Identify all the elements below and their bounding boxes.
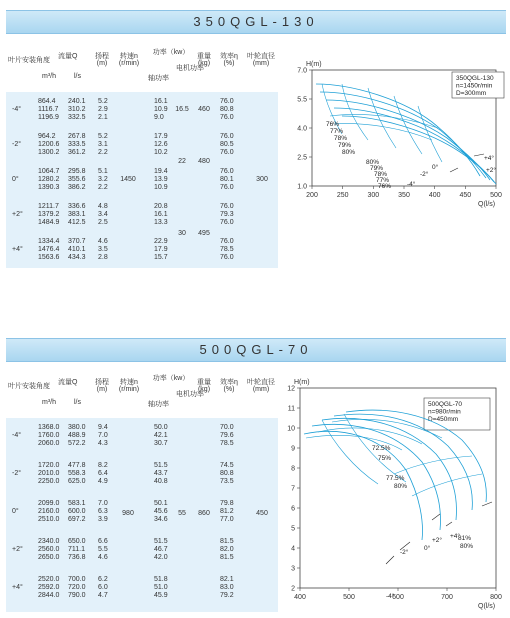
performance-table bbox=[6, 372, 278, 612]
header-weight: 重量 bbox=[197, 379, 211, 386]
cell-flow-m3h: 1379.2 bbox=[38, 211, 60, 219]
cell-efficiency: 78.5 bbox=[220, 246, 234, 254]
cell-shaft-power: 17.9 bbox=[154, 133, 168, 140]
cell-head: 2.2 bbox=[98, 184, 108, 192]
table-body bbox=[6, 92, 278, 268]
x-tick-label: 500 bbox=[490, 192, 502, 199]
header-flow-unit-m3h: m³/h bbox=[42, 73, 56, 80]
header-speed: 转速n bbox=[120, 53, 138, 60]
y-tick-label: 12 bbox=[287, 385, 295, 393]
cell-flow-ls: 625.0 bbox=[68, 478, 86, 486]
cell-head: 6.4 bbox=[98, 470, 108, 478]
cell-head: 3.1 bbox=[98, 141, 108, 149]
cell-head: 2.9 bbox=[98, 106, 108, 114]
cell-flow-m3h: 1563.6 bbox=[38, 254, 60, 262]
header-speed: 转速n bbox=[120, 379, 138, 386]
cell-head: 7.0 bbox=[98, 500, 108, 507]
header-flow-unit-ls: l/s bbox=[74, 73, 81, 80]
efficiency-label: 77% bbox=[376, 177, 390, 184]
header-motor-power: 电机功率 bbox=[176, 65, 204, 72]
efficiency-label: 80% bbox=[460, 543, 474, 550]
x-tick-label: 400 bbox=[294, 594, 306, 601]
x-tick-label: 250 bbox=[336, 192, 349, 199]
cell-impeller-dia: 300 bbox=[256, 176, 268, 183]
table-body bbox=[6, 418, 278, 612]
cell-flow-ls: 720.0 bbox=[68, 584, 86, 592]
cell-flow-ls: 600.0 bbox=[68, 508, 86, 516]
cell-efficiency: 76.0 bbox=[220, 238, 234, 245]
x-tick-label: 700 bbox=[441, 594, 453, 601]
cell-flow-m3h: 2520.0 bbox=[38, 576, 60, 583]
header-head: 扬程 bbox=[95, 379, 109, 386]
cell-flow-ls: 386.2 bbox=[68, 184, 86, 192]
cell-efficiency: 74.5 bbox=[220, 462, 234, 469]
cell-flow-m3h: 1390.3 bbox=[38, 184, 60, 192]
cell-head: 8.2 bbox=[98, 462, 108, 469]
cell-flow-m3h: 1484.9 bbox=[38, 219, 60, 227]
cell-flow-ls: 295.8 bbox=[68, 168, 86, 175]
info-line: 500QGL-70 bbox=[428, 401, 462, 408]
cell-flow-ls: 267.8 bbox=[68, 133, 86, 140]
x-tick-label: 450 bbox=[459, 192, 472, 199]
header-efficiency: 效率η bbox=[220, 379, 238, 386]
cell-flow-ls: 697.2 bbox=[68, 516, 86, 524]
x-tick-label: 200 bbox=[306, 192, 318, 199]
header-angle: 叶片安装角度 bbox=[8, 57, 50, 64]
cell-efficiency: 76.0 bbox=[220, 114, 234, 122]
header-flow: 流量Q bbox=[58, 53, 78, 60]
info-line: n=1450r/min bbox=[456, 82, 493, 90]
header-shaft-power: 轴功率 bbox=[148, 75, 169, 82]
cell-shaft-power: 50.1 bbox=[154, 500, 168, 507]
cell-flow-ls: 410.1 bbox=[68, 246, 86, 254]
cell-shaft-power: 42.1 bbox=[154, 432, 168, 440]
cell-flow-ls: 332.5 bbox=[68, 114, 86, 122]
cell-flow-m3h: 2560.0 bbox=[38, 546, 60, 554]
cell-efficiency: 76.0 bbox=[220, 168, 234, 175]
y-tick-label: 5.5 bbox=[297, 96, 307, 104]
pump-section-350qgl-130 bbox=[0, 0, 510, 300]
header-weight-unit: (kg) bbox=[197, 60, 211, 67]
header-speed-unit: (r/min) bbox=[118, 386, 140, 393]
efficiency-label: 78% bbox=[334, 135, 348, 142]
header-weight: 重量 bbox=[197, 53, 211, 60]
x-tick-label: 500 bbox=[343, 594, 355, 601]
x-tick-label: 350 bbox=[398, 192, 410, 199]
y-tick-label: 11 bbox=[287, 405, 295, 413]
cell-shaft-power: 10.9 bbox=[154, 106, 168, 114]
cell-efficiency: 76.0 bbox=[220, 203, 234, 210]
header-flow-unit-ls: l/s bbox=[74, 399, 81, 406]
cell-flow-ls: 370.7 bbox=[68, 238, 86, 245]
cell-shaft-power: 50.0 bbox=[154, 424, 168, 431]
cell-head: 5.5 bbox=[98, 546, 108, 554]
cell-motor-power: 30 bbox=[178, 230, 186, 237]
cell-shaft-power: 51.5 bbox=[154, 538, 168, 545]
header-impeller-dia-unit: (mm) bbox=[252, 60, 270, 67]
cell-flow-m3h: 2060.0 bbox=[38, 440, 60, 448]
performance-table bbox=[6, 46, 278, 268]
header-power: 功率（kw） bbox=[152, 49, 190, 56]
cell-flow-ls: 736.8 bbox=[68, 554, 86, 562]
cell-head: 9.4 bbox=[98, 424, 108, 431]
header-motor-power: 电机功率 bbox=[176, 391, 204, 398]
angle-label: -2° bbox=[400, 549, 409, 556]
pump-section-500qgl-70 bbox=[0, 330, 510, 618]
cell-head: 4.6 bbox=[98, 238, 108, 245]
angle-label: -2° bbox=[12, 470, 22, 478]
cell-head: 2.1 bbox=[98, 114, 108, 122]
cell-flow-ls: 380.0 bbox=[68, 424, 86, 431]
cell-efficiency: 82.1 bbox=[220, 576, 234, 583]
cell-head: 4.6 bbox=[98, 554, 108, 562]
header-flow: 流量Q bbox=[58, 379, 78, 386]
x-tick-label: 600 bbox=[392, 594, 404, 601]
cell-shaft-power: 20.8 bbox=[154, 203, 168, 210]
cell-flow-ls: 336.6 bbox=[68, 203, 86, 210]
cell-efficiency: 80.8 bbox=[220, 470, 234, 478]
cell-efficiency: 81.5 bbox=[220, 554, 234, 562]
cell-flow-m3h: 1720.0 bbox=[38, 462, 60, 469]
cell-flow-ls: 240.1 bbox=[68, 98, 86, 105]
cell-efficiency: 79.6 bbox=[220, 432, 234, 440]
y-tick-label: 3 bbox=[291, 565, 295, 573]
section-title: 500QGL-70 bbox=[199, 342, 313, 357]
y-tick-label: 1.0 bbox=[297, 183, 307, 191]
section-title-band bbox=[6, 10, 506, 34]
cell-flow-m3h: 1064.7 bbox=[38, 168, 60, 175]
cell-flow-m3h: 1200.6 bbox=[38, 141, 60, 149]
header-flow-unit-m3h: m³/h bbox=[42, 399, 56, 406]
efficiency-label: 72.5% bbox=[372, 445, 391, 452]
x-tick-label: 400 bbox=[428, 192, 441, 199]
efficiency-label: 80% bbox=[366, 159, 380, 166]
section-title-band bbox=[6, 338, 506, 362]
cell-head: 6.2 bbox=[98, 576, 108, 583]
performance-chart bbox=[282, 374, 508, 614]
cell-flow-ls: 711.1 bbox=[68, 546, 85, 554]
header-speed-unit: (r/min) bbox=[118, 60, 140, 67]
angle-label: -4° bbox=[386, 593, 395, 600]
cell-motor-power: 55 bbox=[178, 510, 186, 517]
cell-flow-m3h: 2510.0 bbox=[38, 516, 60, 524]
info-line: D=300mm bbox=[456, 90, 487, 97]
angle-label: +4° bbox=[12, 584, 23, 592]
cell-flow-m3h: 2099.0 bbox=[38, 500, 60, 507]
angle-label: -2° bbox=[12, 141, 22, 149]
header-impeller-dia: 叶轮直径 bbox=[247, 53, 275, 60]
cell-flow-m3h: 2592.0 bbox=[38, 584, 60, 592]
cell-efficiency: 78.5 bbox=[220, 440, 234, 448]
cell-flow-m3h: 2844.0 bbox=[38, 592, 60, 600]
cell-head: 3.4 bbox=[98, 211, 108, 219]
x-tick-label: 800 bbox=[490, 594, 502, 601]
cell-flow-ls: 412.5 bbox=[68, 219, 86, 227]
cell-efficiency: 76.0 bbox=[220, 133, 234, 140]
cell-flow-m3h: 2010.0 bbox=[38, 470, 60, 478]
cell-motor-power: 22 bbox=[178, 158, 186, 165]
cell-shaft-power: 43.7 bbox=[154, 470, 168, 478]
angle-label: -4° bbox=[407, 181, 416, 188]
y-tick-label: 4 bbox=[291, 545, 295, 553]
efficiency-label: 81% bbox=[458, 535, 472, 542]
cell-shaft-power: 15.7 bbox=[154, 254, 168, 262]
cell-flow-ls: 488.9 bbox=[68, 432, 86, 440]
efficiency-label: 77% bbox=[330, 128, 344, 135]
cell-speed: 980 bbox=[122, 510, 134, 517]
cell-shaft-power: 13.3 bbox=[154, 219, 168, 227]
cell-head: 2.8 bbox=[98, 254, 108, 262]
cell-motor-power: 16.5 bbox=[175, 106, 189, 113]
cell-flow-m3h: 2250.0 bbox=[38, 478, 60, 486]
header-efficiency: 效率η bbox=[220, 53, 238, 60]
cell-efficiency: 76.0 bbox=[220, 184, 234, 192]
cell-flow-ls: 790.0 bbox=[68, 592, 86, 600]
performance-chart-svg bbox=[282, 374, 508, 614]
y-tick-label: 2.5 bbox=[297, 154, 307, 162]
cell-head: 5.2 bbox=[98, 133, 108, 140]
cell-efficiency: 80.5 bbox=[220, 141, 234, 149]
cell-flow-m3h: 1334.4 bbox=[38, 238, 60, 245]
cell-efficiency: 76.0 bbox=[220, 98, 234, 105]
cell-flow-ls: 383.1 bbox=[68, 211, 86, 219]
cell-efficiency: 79.3 bbox=[220, 211, 234, 219]
cell-head: 4.8 bbox=[98, 203, 108, 210]
angle-label: +2° bbox=[12, 546, 23, 554]
cell-flow-m3h: 2160.0 bbox=[38, 508, 60, 516]
cell-flow-ls: 355.6 bbox=[68, 176, 86, 184]
header-impeller-dia-unit: (mm) bbox=[252, 386, 270, 393]
cell-flow-m3h: 1211.7 bbox=[38, 203, 59, 210]
cell-flow-ls: 361.2 bbox=[68, 149, 86, 157]
y-tick-label: 2 bbox=[291, 585, 295, 593]
cell-flow-m3h: 1760.0 bbox=[38, 432, 60, 440]
cell-weight: 480 bbox=[198, 158, 210, 165]
cell-flow-m3h: 2650.0 bbox=[38, 554, 60, 562]
info-line: D=450mm bbox=[428, 416, 459, 423]
y-tick-label: 7.0 bbox=[297, 67, 307, 75]
info-line: n=980r/min bbox=[428, 408, 461, 416]
cell-efficiency: 81.2 bbox=[220, 508, 234, 516]
performance-chart bbox=[282, 44, 508, 214]
header-head: 扬程 bbox=[95, 53, 109, 60]
cell-flow-ls: 558.3 bbox=[68, 470, 86, 478]
y-axis-label: H(m) bbox=[306, 61, 322, 68]
cell-efficiency: 76.0 bbox=[220, 254, 234, 262]
angle-label: +4° bbox=[484, 155, 495, 162]
cell-efficiency: 80.8 bbox=[220, 106, 234, 114]
cell-flow-m3h: 1476.4 bbox=[38, 246, 60, 254]
cell-shaft-power: 45.6 bbox=[154, 508, 168, 516]
cell-efficiency: 76.0 bbox=[220, 219, 234, 227]
angle-label: +2° bbox=[486, 167, 497, 174]
cell-flow-m3h: 1116.7 bbox=[38, 106, 59, 114]
cell-head: 3.9 bbox=[98, 516, 108, 524]
cell-efficiency: 80.1 bbox=[220, 176, 234, 184]
cell-efficiency: 77.0 bbox=[220, 516, 234, 524]
cell-head: 5.1 bbox=[98, 168, 108, 175]
cell-shaft-power: 16.1 bbox=[154, 98, 168, 105]
y-tick-label: 7 bbox=[291, 485, 295, 493]
efficiency-label: 79% bbox=[338, 142, 352, 149]
cell-flow-ls: 583.1 bbox=[68, 500, 86, 507]
header-head-unit: (m) bbox=[96, 60, 108, 67]
cell-shaft-power: 10.9 bbox=[154, 184, 168, 192]
cell-head: 7.0 bbox=[98, 432, 108, 440]
cell-flow-m3h: 2340.0 bbox=[38, 538, 60, 545]
cell-head: 6.6 bbox=[98, 538, 108, 545]
cell-weight: 860 bbox=[198, 510, 210, 517]
efficiency-label: 77.5% bbox=[386, 475, 405, 482]
cell-impeller-dia: 450 bbox=[256, 510, 268, 517]
cell-flow-ls: 477.8 bbox=[68, 462, 86, 469]
cell-head: 6.0 bbox=[98, 584, 108, 592]
cell-flow-m3h: 964.2 bbox=[38, 133, 56, 140]
cell-shaft-power: 51.0 bbox=[154, 584, 168, 592]
cell-efficiency: 79.8 bbox=[220, 500, 234, 507]
header-power: 功率（kw） bbox=[152, 375, 190, 382]
x-axis-label: Q(l/s) bbox=[478, 603, 496, 610]
cell-flow-m3h: 1196.9 bbox=[38, 114, 59, 122]
cell-weight: 460 bbox=[198, 106, 210, 113]
cell-shaft-power: 45.9 bbox=[154, 592, 168, 600]
angle-label: +2° bbox=[12, 211, 23, 219]
y-tick-label: 6 bbox=[291, 505, 295, 513]
cell-head: 3.5 bbox=[98, 246, 108, 254]
cell-shaft-power: 9.0 bbox=[154, 114, 164, 122]
angle-label: +2° bbox=[432, 537, 443, 544]
cell-head: 2.2 bbox=[98, 149, 108, 157]
cell-shaft-power: 40.8 bbox=[154, 478, 168, 486]
header-weight-unit: (kg) bbox=[197, 386, 211, 393]
cell-shaft-power: 34.6 bbox=[154, 516, 168, 524]
efficiency-label: 76% bbox=[378, 183, 392, 190]
y-tick-label: 5 bbox=[291, 525, 295, 533]
cell-head: 6.3 bbox=[98, 508, 108, 516]
cell-flow-m3h: 864.4 bbox=[38, 98, 56, 105]
cell-head: 4.7 bbox=[98, 592, 108, 600]
cell-efficiency: 79.2 bbox=[220, 592, 234, 600]
section-title: 350QGL-130 bbox=[193, 14, 319, 29]
cell-head: 3.2 bbox=[98, 176, 108, 184]
cell-flow-ls: 650.0 bbox=[68, 538, 86, 545]
angle-label: -2° bbox=[420, 171, 429, 178]
angle-label: 0° bbox=[12, 176, 19, 184]
efficiency-label: 76% bbox=[326, 121, 340, 128]
angle-label: -4° bbox=[12, 432, 22, 440]
cell-shaft-power: 19.4 bbox=[154, 168, 168, 175]
cell-efficiency: 70.0 bbox=[220, 424, 234, 431]
angle-label: 0° bbox=[432, 164, 439, 171]
header-angle: 叶片安装角度 bbox=[8, 383, 50, 390]
performance-chart-svg bbox=[282, 44, 508, 214]
header-head-unit: (m) bbox=[96, 386, 108, 393]
efficiency-label: 75% bbox=[378, 455, 392, 462]
y-tick-label: 9 bbox=[291, 445, 295, 453]
cell-flow-ls: 333.5 bbox=[68, 141, 86, 149]
cell-head: 4.9 bbox=[98, 478, 108, 486]
cell-flow-ls: 434.3 bbox=[68, 254, 86, 262]
cell-flow-ls: 700.0 bbox=[68, 576, 86, 583]
efficiency-label: 80% bbox=[394, 483, 408, 490]
cell-flow-ls: 572.2 bbox=[68, 440, 86, 448]
header-impeller-dia: 叶轮直径 bbox=[247, 379, 275, 386]
cell-flow-m3h: 1280.2 bbox=[38, 176, 60, 184]
table-header bbox=[6, 372, 278, 418]
angle-label: 0° bbox=[12, 508, 19, 516]
cell-weight: 495 bbox=[198, 230, 210, 237]
header-efficiency-unit: (%) bbox=[223, 60, 235, 67]
angle-label: 0° bbox=[424, 545, 431, 552]
y-tick-label: 8 bbox=[291, 465, 295, 473]
header-efficiency-unit: (%) bbox=[223, 386, 235, 393]
table-header bbox=[6, 46, 278, 92]
cell-shaft-power: 10.2 bbox=[154, 149, 168, 157]
cell-shaft-power: 22.9 bbox=[154, 238, 168, 245]
cell-shaft-power: 51.5 bbox=[154, 462, 168, 469]
cell-shaft-power: 12.6 bbox=[154, 141, 168, 149]
cell-flow-m3h: 1300.2 bbox=[38, 149, 60, 157]
x-tick-label: 300 bbox=[367, 192, 380, 199]
cell-shaft-power: 30.7 bbox=[154, 440, 168, 448]
efficiency-label: 79% bbox=[370, 165, 384, 172]
cell-shaft-power: 46.7 bbox=[154, 546, 168, 554]
cell-flow-m3h: 1368.0 bbox=[38, 424, 60, 431]
cell-head: 5.2 bbox=[98, 98, 108, 105]
angle-label: -4° bbox=[12, 106, 22, 114]
cell-shaft-power: 42.0 bbox=[154, 554, 168, 562]
angle-label: +4° bbox=[12, 246, 23, 254]
cell-efficiency: 83.0 bbox=[220, 584, 234, 592]
efficiency-label: 78% bbox=[374, 171, 388, 178]
cell-shaft-power: 51.8 bbox=[154, 576, 168, 583]
cell-efficiency: 81.5 bbox=[220, 538, 234, 545]
cell-head: 4.3 bbox=[98, 440, 108, 448]
x-axis-label: Q(l/s) bbox=[478, 201, 496, 208]
efficiency-label: 80% bbox=[342, 149, 356, 156]
cell-efficiency: 76.0 bbox=[220, 149, 234, 157]
y-axis-label: H(m) bbox=[294, 379, 310, 386]
cell-speed: 1450 bbox=[120, 176, 136, 183]
cell-shaft-power: 13.9 bbox=[154, 176, 168, 184]
info-line: 350QGL-130 bbox=[456, 75, 494, 82]
cell-head: 2.5 bbox=[98, 219, 108, 227]
cell-shaft-power: 17.9 bbox=[154, 246, 168, 254]
cell-shaft-power: 16.1 bbox=[154, 211, 168, 219]
y-tick-label: 10 bbox=[287, 425, 295, 433]
cell-flow-ls: 310.2 bbox=[68, 106, 86, 114]
angle-label: +4° bbox=[450, 533, 461, 540]
cell-efficiency: 82.0 bbox=[220, 546, 234, 554]
y-tick-label: 4.0 bbox=[297, 125, 307, 133]
cell-efficiency: 73.5 bbox=[220, 478, 234, 486]
header-shaft-power: 轴功率 bbox=[148, 401, 169, 408]
